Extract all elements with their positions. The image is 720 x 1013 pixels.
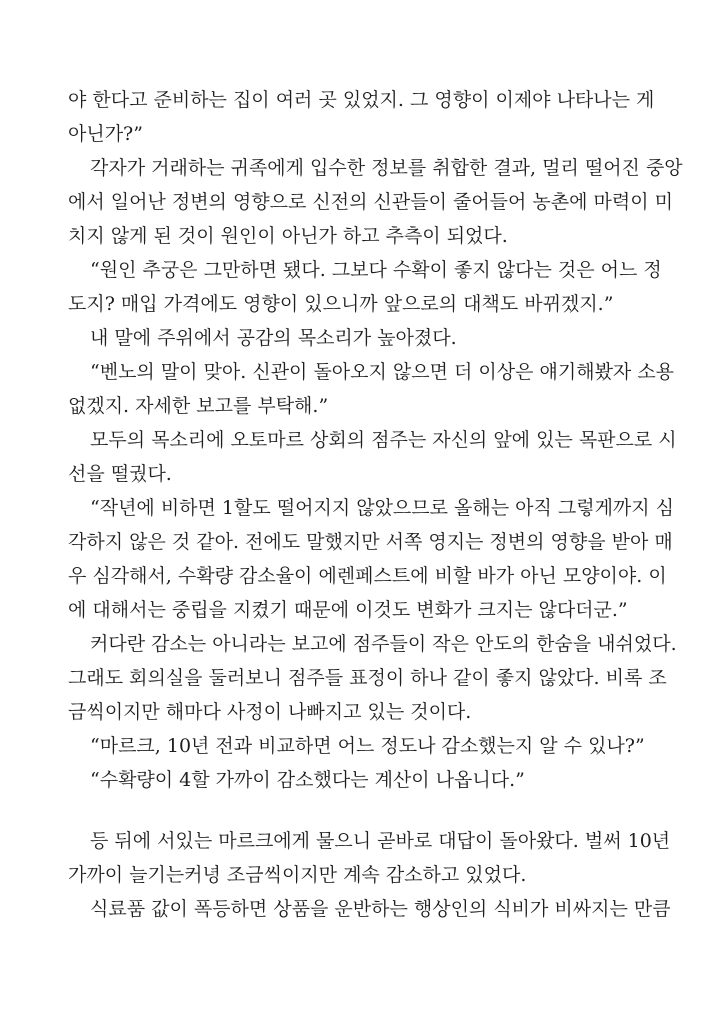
text-line: 가까이 늘기는커녕 조금씩이지만 계속 감소하고 있었다. bbox=[68, 864, 527, 886]
text-line: “수확량이 4할 가까이 감소했다는 계산이 나옵니다.” bbox=[90, 769, 525, 791]
text-line: 내 말에 주위에서 공감의 목소리가 높아졌다. bbox=[90, 327, 457, 349]
text-line: 식료품 값이 폭등하면 상품을 운반하는 행상인의 식비가 비싸지는 만큼 bbox=[90, 898, 671, 920]
text-line: “마르크, 10년 전과 비교하면 어느 정도나 감소했는지 알 수 있나?” bbox=[90, 735, 645, 757]
text-line: 선을 떨궜다. bbox=[68, 463, 172, 485]
text-line: 모두의 목소리에 오토마르 상회의 점주는 자신의 앞에 있는 목판으로 시 bbox=[90, 429, 677, 451]
text-line: 커다란 감소는 아니라는 보고에 점주들이 작은 안도의 한숨을 내쉬었다. bbox=[90, 633, 677, 655]
text-line: 없겠지. 자세한 보고를 부탁해.” bbox=[68, 395, 329, 417]
text-line: 도지? 매입 가격에도 영향이 있으니까 앞으로의 대책도 바뀌겠지.” bbox=[68, 293, 614, 315]
text-line: “작년에 비하면 1할도 떨어지지 않았으므로 올해는 아직 그렇게까지 심 bbox=[90, 497, 675, 519]
text-line: 그래도 회의실을 둘러보니 점주들 표정이 하나 같이 좋지 않았다. 비록 조 bbox=[68, 667, 667, 689]
text-line: 우 심각해서, 수확량 감소율이 에렌페스트에 비할 바가 아닌 모양이야. 이 bbox=[68, 565, 667, 587]
text-line: 등 뒤에 서있는 마르크에게 물으니 곧바로 대답이 돌아왔다. 벌써 10년 bbox=[90, 830, 671, 852]
text-line: 에 대해서는 중립을 지켰기 때문에 이것도 변화가 크지는 않다더군.” bbox=[68, 599, 628, 621]
text-line: 에서 일어난 정변의 영향으로 신전의 신관들이 줄어들어 농촌에 마력이 미 bbox=[68, 191, 673, 213]
text-line: “벤노의 말이 맞아. 신관이 돌아오지 않으면 더 이상은 얘기해봤자 소용 bbox=[90, 361, 675, 383]
text-line: 아닌가?” bbox=[68, 123, 143, 145]
text-line: 야 한다고 준비하는 집이 여러 곳 있었지. 그 영향이 이제야 나타나는 게 bbox=[68, 89, 655, 111]
text-line: 각하지 않은 것 같아. 전에도 말했지만 서쪽 영지는 정변의 영향을 받아 매 bbox=[68, 531, 673, 553]
text-line: “원인 추궁은 그만하면 됐다. 그보다 수확이 좋지 않다는 것은 어느 정 bbox=[90, 259, 662, 281]
text-line: 치지 않게 된 것이 원인이 아닌가 하고 추측이 되었다. bbox=[68, 225, 508, 247]
text-line: 각자가 거래하는 귀족에게 입수한 정보를 취합한 결과, 멀리 떨어진 중앙 bbox=[90, 157, 683, 179]
text-line: 금씩이지만 해마다 사정이 나빠지고 있는 것이다. bbox=[68, 701, 472, 723]
